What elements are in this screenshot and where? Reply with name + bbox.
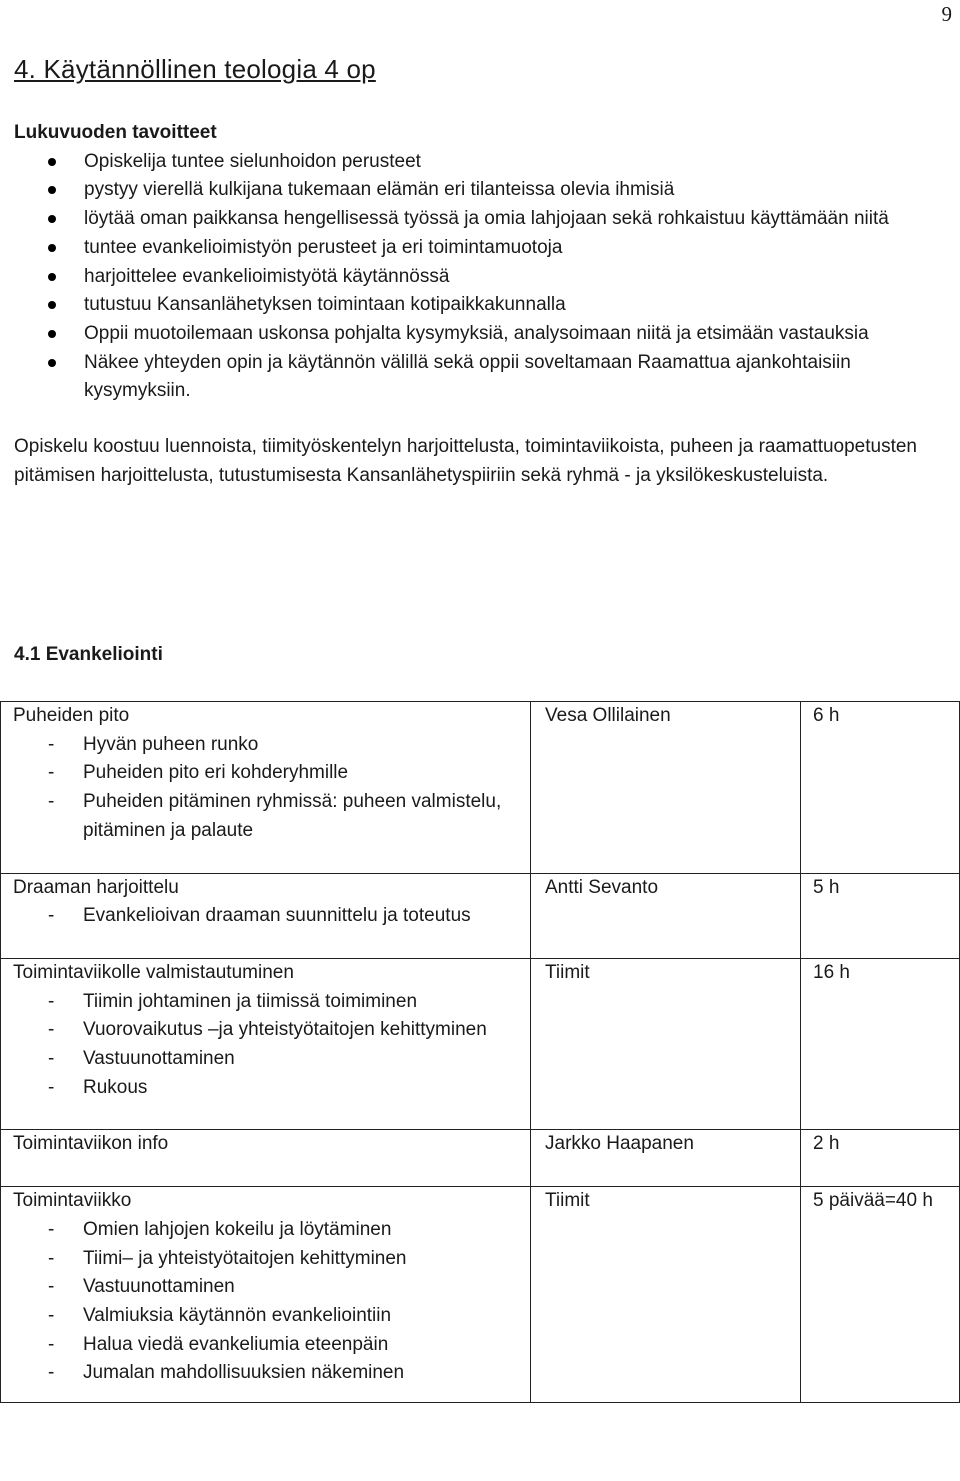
subitem: - Tiimin johtaminen ja tiimissä toimiminen	[83, 988, 530, 1017]
page-number: 9	[941, 2, 952, 26]
hours-cell: 16 h	[801, 958, 960, 1130]
subitem: - Hyvän puheen runko	[83, 731, 530, 760]
subitem: - Vastuunottaminen	[83, 1045, 530, 1074]
teacher-cell: Tiimit	[531, 1187, 801, 1403]
goal-item: tuntee evankelioimistyön perusteet ja eri toimintamuotoja	[84, 234, 954, 263]
goal-item: harjoittelee evankelioimistyötä käytännössä	[84, 263, 954, 292]
topic-title: Toimintaviikon info	[13, 1133, 169, 1155]
main-content	[14, 119, 954, 490]
topic-title: Puheiden pito	[13, 705, 130, 726]
goal-item: Näkee yhteyden opin ja käytännön välillä sekä oppii soveltamaan Raamattua ajankohtaisiin kysymyksiin.	[84, 349, 954, 406]
goal-item: Oppii muotoilemaan uskonsa pohjalta kysymyksiä, analysoimaan niitä ja etsimään vastauksia	[84, 320, 954, 349]
topic-title: Toimintaviikolle valmistautuminen	[13, 961, 294, 983]
goal-item: löytää oman paikkansa hengellisessä työssä ja omia lahjojaan sekä rohkaistuu käyttämään niitä	[84, 205, 954, 234]
goal-item: tutustuu Kansanlähetyksen toimintaan kotipaikkakunnalla	[84, 291, 954, 320]
topic-title: Draaman harjoittelu	[13, 876, 179, 898]
goals-title: Lukuvuoden tavoitteet	[14, 122, 217, 143]
topic-cell	[1, 873, 531, 958]
topic-cell	[1, 702, 531, 874]
topic-cell	[1, 1130, 531, 1187]
subitem: - Puheiden pito eri kohderyhmille	[83, 759, 530, 788]
hours-cell: 6 h	[801, 702, 960, 874]
subitem: - Tiimi– ja yhteistyötaitojen kehittyminen	[83, 1245, 530, 1274]
subitem-list	[13, 731, 530, 846]
table-row	[1, 702, 960, 874]
goal-item: Opiskelija tuntee sielunhoidon perusteet	[84, 148, 954, 177]
description-paragraph: Opiskelu koostuu luennoista, tiimityöskentelyn harjoittelusta, toimintaviikoista, puheen ja raamattuopetusten pitämisen harjoittelusta, tutustumisesta Kansanlähetyspiiriin sekä ryhmä - ja yksilökeskusteluista.	[14, 436, 918, 486]
teacher-cell: Vesa Ollilainen	[531, 702, 801, 874]
hours-cell: 5 h	[801, 873, 960, 958]
subitem: - Omien lahjojen kokeilu ja löytäminen	[83, 1216, 530, 1245]
subitem-list	[13, 1216, 530, 1388]
table-row	[1, 873, 960, 958]
table-row	[1, 1187, 960, 1403]
subitem-list	[13, 988, 530, 1103]
subitem: - Jumalan mahdollisuuksien näkeminen	[83, 1359, 530, 1388]
teacher-cell: Antti Sevanto	[531, 873, 801, 958]
page-title: 4. Käytännöllinen teologia 4 op	[14, 54, 376, 84]
subitem: - Vuorovaikutus –ja yhteistyötaitojen kehittyminen	[83, 1016, 530, 1045]
subitem: - Rukous	[83, 1074, 530, 1103]
subitem: - Halua viedä evankeliumia eteenpäin	[83, 1331, 530, 1360]
subitem: - Evankelioivan draaman suunnittelu ja toteutus	[83, 902, 530, 931]
topic-cell	[1, 958, 531, 1130]
teacher-cell: Tiimit	[531, 958, 801, 1130]
subitem: - Puheiden pitäminen ryhmissä: puheen valmistelu, pitäminen ja palaute	[83, 788, 530, 845]
table-row	[1, 958, 960, 1130]
goals-list	[14, 148, 954, 406]
hours-cell: 2 h	[801, 1130, 960, 1187]
section-header	[14, 644, 163, 666]
goal-item: pystyy vierellä kulkijana tukemaan elämän eri tilanteissa olevia ihmisiä	[84, 176, 954, 205]
topic-title: Toimintaviikko	[13, 1190, 132, 1212]
subitem: - Valmiuksia käytännön evankeliointiin	[83, 1302, 530, 1331]
table-row	[1, 1130, 960, 1187]
subitem-list	[13, 902, 530, 931]
section-title: 4.1 Evankeliointi	[14, 644, 163, 665]
course-table	[0, 701, 960, 1403]
teacher-cell: Jarkko Haapanen	[531, 1130, 801, 1187]
subitem: - Vastuunottaminen	[83, 1273, 530, 1302]
hours-cell: 5 päivää=40 h	[801, 1187, 960, 1403]
topic-cell	[1, 1187, 531, 1403]
